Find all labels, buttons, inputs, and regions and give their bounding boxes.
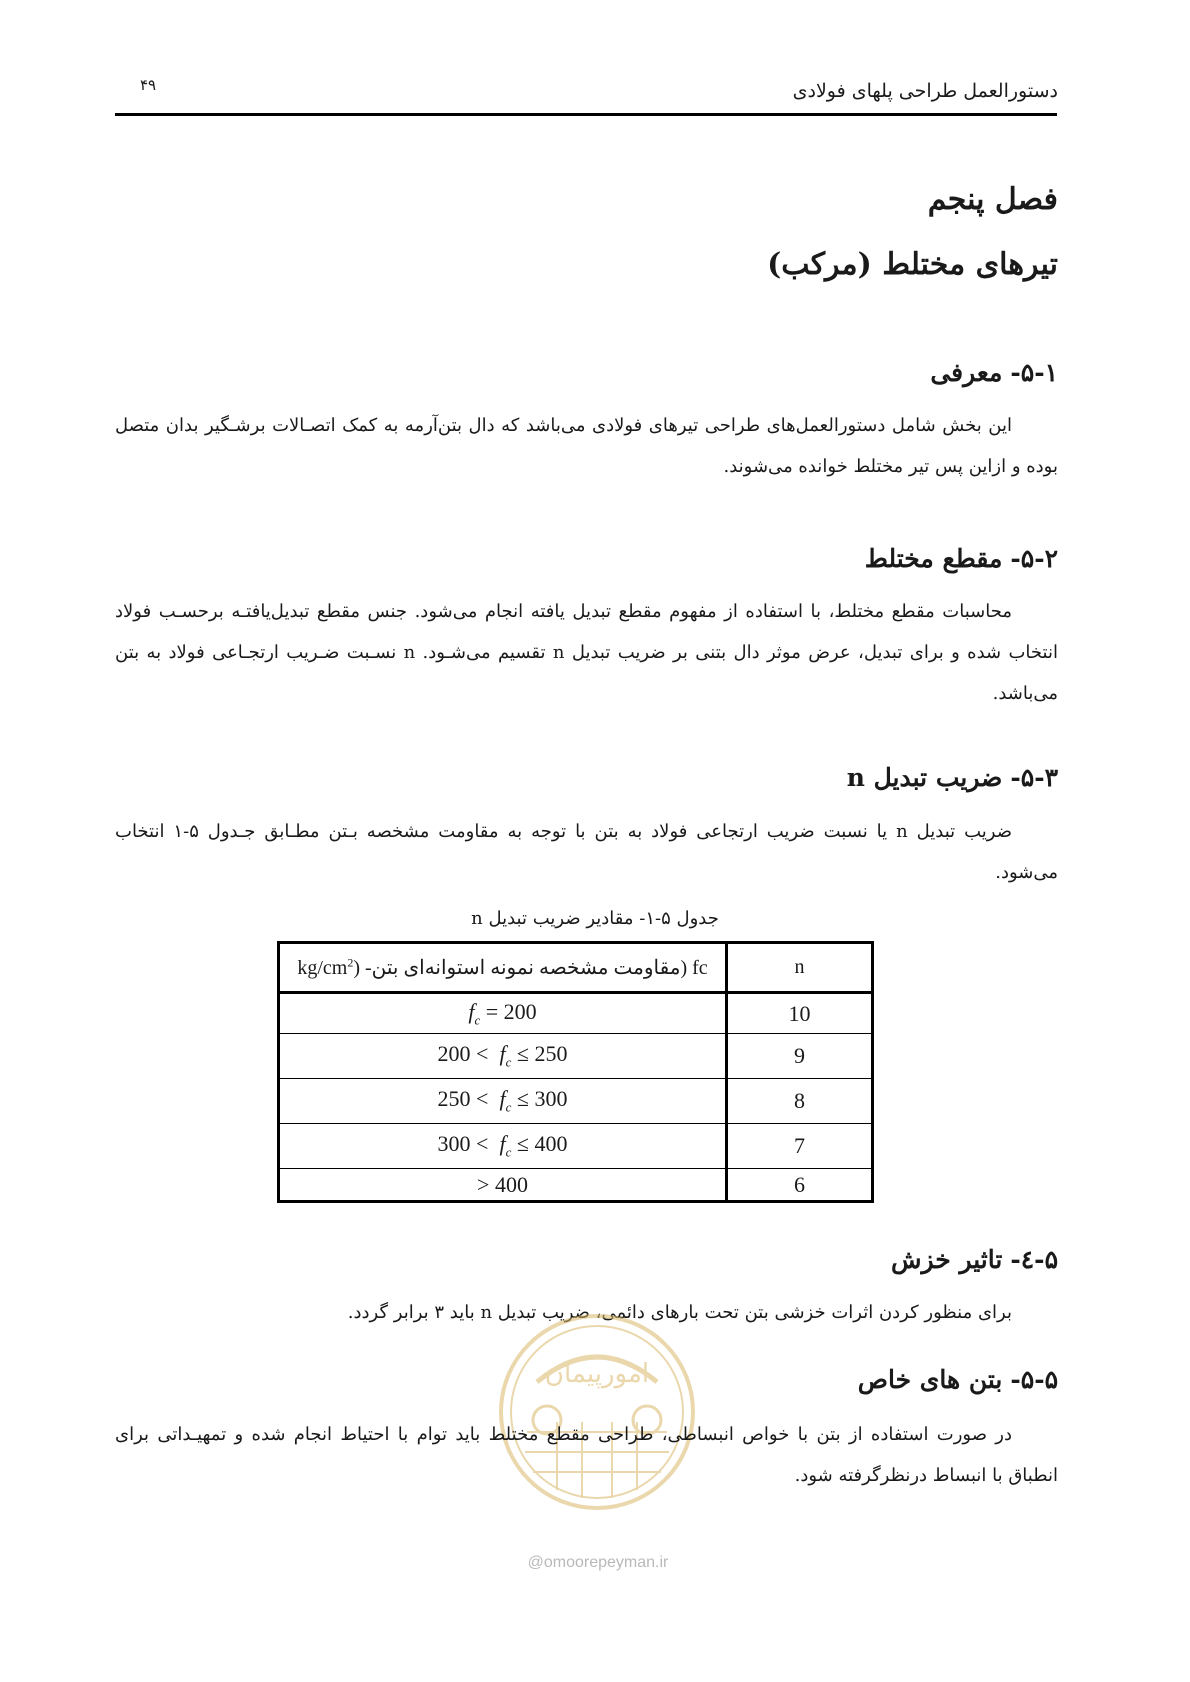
section-number: ۵-۳- — [1010, 763, 1058, 792]
section-number: ۵-۱- — [1010, 358, 1058, 387]
section-heading-5-4 — [891, 1245, 1058, 1274]
section-title: ضریب تبدیل n — [846, 763, 1003, 792]
cell-n: 7 — [727, 1124, 873, 1169]
table-header-row — [279, 943, 873, 993]
section-paragraph-5-1 — [115, 405, 1058, 487]
section-paragraph-5-2 — [115, 591, 1058, 714]
watermark-text: امورپیمان — [544, 1359, 650, 1389]
section-title: معرفی — [930, 358, 1003, 387]
table-caption: جدول ۵-۱- مقادیر ضریب تبدیل n — [471, 908, 719, 929]
table-row — [279, 1079, 873, 1124]
conversion-factor-table — [277, 941, 874, 1203]
cell-fc-range: $200 < f_c \le 250$ — [279, 1034, 727, 1079]
page-number: ۴۹ — [140, 76, 157, 94]
watermark-site: @omoorepeyman.ir — [527, 1554, 669, 1571]
section-paragraph-5-5 — [115, 1414, 1058, 1496]
section-title: بتن های خاص — [857, 1365, 1003, 1394]
cell-n: 9 — [727, 1034, 873, 1079]
section-number: ۵-۲- — [1010, 544, 1058, 573]
paragraph-text: ضریب تبدیل n یا نسبت ضریب ارتجاعی فولاد به بتن با توجه به مقاومت مشخصه بـتن مطـابق جـدول ۵-۱ انتخاب می‌شود. — [115, 821, 1058, 883]
column-header-fc — [279, 943, 727, 993]
section-heading-5-1 — [930, 358, 1058, 387]
paragraph-text: در صورت استفاده از بتن با خواص انبساطی، طراحی مقطع مختلط باید توام با احتیاط انجام شده و تمهیـداتی برای انطباق با انبساط درنظرگرفته شود. — [115, 1424, 1058, 1486]
cell-n: 10 — [727, 993, 873, 1034]
section-number: ۵-۵- — [1010, 1365, 1058, 1394]
paragraph-text: این بخش شامل دستورالعمل‌های طراحی تیرهای فولادی می‌باشد که دال بتن‌آرمه به کمک اتصـالات برشـگیر بدان متصل بوده و ازاین پس تیر مختلط خوانده می‌شوند. — [115, 415, 1058, 477]
fc-header-label: fc (مقاومت مشخصه نمونه استوانه‌ای بتن- — [360, 957, 708, 979]
cell-fc-range: $f_c = 200$ — [279, 993, 727, 1034]
section-title: مقطع مختلط — [864, 544, 1003, 573]
cell-n: 8 — [727, 1079, 873, 1124]
chapter-subtitle: تیرهای مختلط (مرکب) — [767, 247, 1058, 282]
cell-fc-range: $300 < f_c \le 400$ — [279, 1124, 727, 1169]
fc-header-unit: $kg/cm^2$) — [297, 955, 360, 979]
table-row — [279, 1169, 873, 1202]
section-heading-5-2 — [865, 544, 1058, 573]
table-row — [279, 1034, 873, 1079]
running-header: دستورالعمل طراحی پلهای فولادی — [792, 80, 1058, 102]
section-number: ۵-٤- — [1010, 1245, 1058, 1274]
chapter-title: فصل پنجم — [927, 182, 1058, 217]
cell-fc-range: > 400 — [279, 1169, 727, 1202]
section-heading-5-5 — [858, 1365, 1058, 1394]
header-rule — [115, 113, 1057, 116]
section-paragraph-5-3 — [115, 811, 1058, 893]
cell-n: 6 — [727, 1169, 873, 1202]
section-heading-5-3 — [847, 763, 1058, 792]
table-row — [279, 993, 873, 1034]
table-row — [279, 1124, 873, 1169]
cell-fc-range: $250 < f_c \le 300$ — [279, 1079, 727, 1124]
section-title: تاثیر خزش — [891, 1245, 1003, 1274]
paragraph-text: برای منظور کردن اثرات خزشی بتن تحت بارهای دائمی، ضریب تبدیل n باید ۳ برابر گردد. — [347, 1302, 1012, 1323]
column-header-n: n — [727, 943, 873, 993]
paragraph-text: محاسبات مقطع مختلط، با استفاده از مفهوم مقطع تبدیل یافته انجام می‌شود. جنس مقطع تبدیل‌یافتـه برحسـب فولاد انتخاب شده و برای تبدیل، عرض موثر دال بتنی بر ضریب تبدیل n تقسیم می‌شـود. n نسـبت ضـریب ارتجـاعی فولاد به بتن می‌باشد. — [115, 601, 1058, 704]
